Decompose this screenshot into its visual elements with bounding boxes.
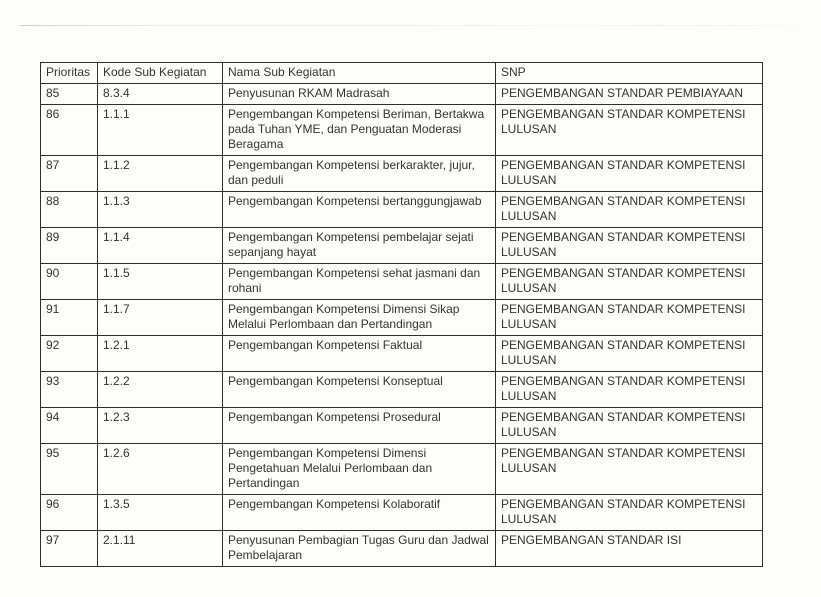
cell-snp: PENGEMBANGAN STANDAR KOMPETENSI LULUSAN [496, 444, 763, 495]
cell-prioritas: 97 [41, 531, 98, 567]
header-prioritas: Prioritas [41, 63, 98, 84]
cell-nama: Pengembangan Kompetensi Kolaboratif [223, 495, 496, 531]
table-row [41, 300, 763, 336]
cell-kode: 1.1.5 [98, 264, 223, 300]
table-row [41, 531, 763, 567]
cell-kode: 1.1.3 [98, 192, 223, 228]
cell-kode: 1.1.7 [98, 300, 223, 336]
table-row [41, 372, 763, 408]
cell-kode: 1.1.2 [98, 156, 223, 192]
cell-prioritas: 92 [41, 336, 98, 372]
cell-snp: PENGEMBANGAN STANDAR KOMPETENSI LULUSAN [496, 300, 763, 336]
header-kode-sub-kegiatan: Kode Sub Kegiatan [98, 63, 223, 84]
cell-nama: Pengembangan Kompetensi bertanggungjawab [223, 192, 496, 228]
cell-nama: Pengembangan Kompetensi Dimensi Sikap Melalui Perlombaan dan Pertandingan [223, 300, 496, 336]
header-nama-sub-kegiatan: Nama Sub Kegiatan [223, 63, 496, 84]
table-header-row [41, 63, 763, 84]
cell-snp: PENGEMBANGAN STANDAR ISI [496, 531, 763, 567]
table-row [41, 192, 763, 228]
cell-snp: PENGEMBANGAN STANDAR PEMBIAYAAN [496, 84, 763, 105]
cell-prioritas: 91 [41, 300, 98, 336]
cell-kode: 1.2.6 [98, 444, 223, 495]
cell-snp: PENGEMBANGAN STANDAR KOMPETENSI LULUSAN [496, 156, 763, 192]
table-row [41, 495, 763, 531]
cell-snp: PENGEMBANGAN STANDAR KOMPETENSI LULUSAN [496, 105, 763, 156]
cell-snp: PENGEMBANGAN STANDAR KOMPETENSI LULUSAN [496, 192, 763, 228]
cell-prioritas: 95 [41, 444, 98, 495]
header-snp: SNP [496, 63, 763, 84]
cell-kode: 1.2.3 [98, 408, 223, 444]
cell-prioritas: 87 [41, 156, 98, 192]
cell-snp: PENGEMBANGAN STANDAR KOMPETENSI LULUSAN [496, 336, 763, 372]
cell-snp: PENGEMBANGAN STANDAR KOMPETENSI LULUSAN [496, 264, 763, 300]
table-row [41, 336, 763, 372]
cell-nama: Pengembangan Kompetensi sehat jasmani dan rohani [223, 264, 496, 300]
cell-snp: PENGEMBANGAN STANDAR KOMPETENSI LULUSAN [496, 408, 763, 444]
cell-nama: Pengembangan Kompetensi Dimensi Pengetahuan Melalui Perlombaan dan Pertandingan [223, 444, 496, 495]
cell-nama: Pengembangan Kompetensi pembelajar sejati sepanjang hayat [223, 228, 496, 264]
cell-kode: 8.3.4 [98, 84, 223, 105]
table-row [41, 408, 763, 444]
cell-snp: PENGEMBANGAN STANDAR KOMPETENSI LULUSAN [496, 372, 763, 408]
cell-nama: Pengembangan Kompetensi Prosedural [223, 408, 496, 444]
cell-nama: Pengembangan Kompetensi Beriman, Bertakwa pada Tuhan YME, dan Penguatan Moderasi Beragama [223, 105, 496, 156]
cell-kode: 1.3.5 [98, 495, 223, 531]
cell-prioritas: 89 [41, 228, 98, 264]
table-row [41, 264, 763, 300]
cell-kode: 1.2.1 [98, 336, 223, 372]
table-row [41, 156, 763, 192]
cell-prioritas: 90 [41, 264, 98, 300]
cell-prioritas: 85 [41, 84, 98, 105]
scan-artifact-line [20, 25, 800, 26]
cell-kode: 2.1.11 [98, 531, 223, 567]
cell-prioritas: 86 [41, 105, 98, 156]
cell-prioritas: 93 [41, 372, 98, 408]
cell-kode: 1.1.4 [98, 228, 223, 264]
cell-kode: 1.1.1 [98, 105, 223, 156]
table-row [41, 84, 763, 105]
cell-snp: PENGEMBANGAN STANDAR KOMPETENSI LULUSAN [496, 495, 763, 531]
cell-snp: PENGEMBANGAN STANDAR KOMPETENSI LULUSAN [496, 228, 763, 264]
cell-prioritas: 94 [41, 408, 98, 444]
cell-prioritas: 88 [41, 192, 98, 228]
cell-kode: 1.2.2 [98, 372, 223, 408]
table-body [41, 84, 763, 567]
cell-prioritas: 96 [41, 495, 98, 531]
cell-nama: Pengembangan Kompetensi Konseptual [223, 372, 496, 408]
table-row [41, 444, 763, 495]
cell-nama: Pengembangan Kompetensi berkarakter, jujur, dan peduli [223, 156, 496, 192]
cell-nama: Pengembangan Kompetensi Faktual [223, 336, 496, 372]
table-row [41, 228, 763, 264]
sub-kegiatan-table [40, 62, 763, 567]
cell-nama: Penyusunan RKAM Madrasah [223, 84, 496, 105]
cell-nama: Penyusunan Pembagian Tugas Guru dan Jadwal Pembelajaran [223, 531, 496, 567]
table-row [41, 105, 763, 156]
